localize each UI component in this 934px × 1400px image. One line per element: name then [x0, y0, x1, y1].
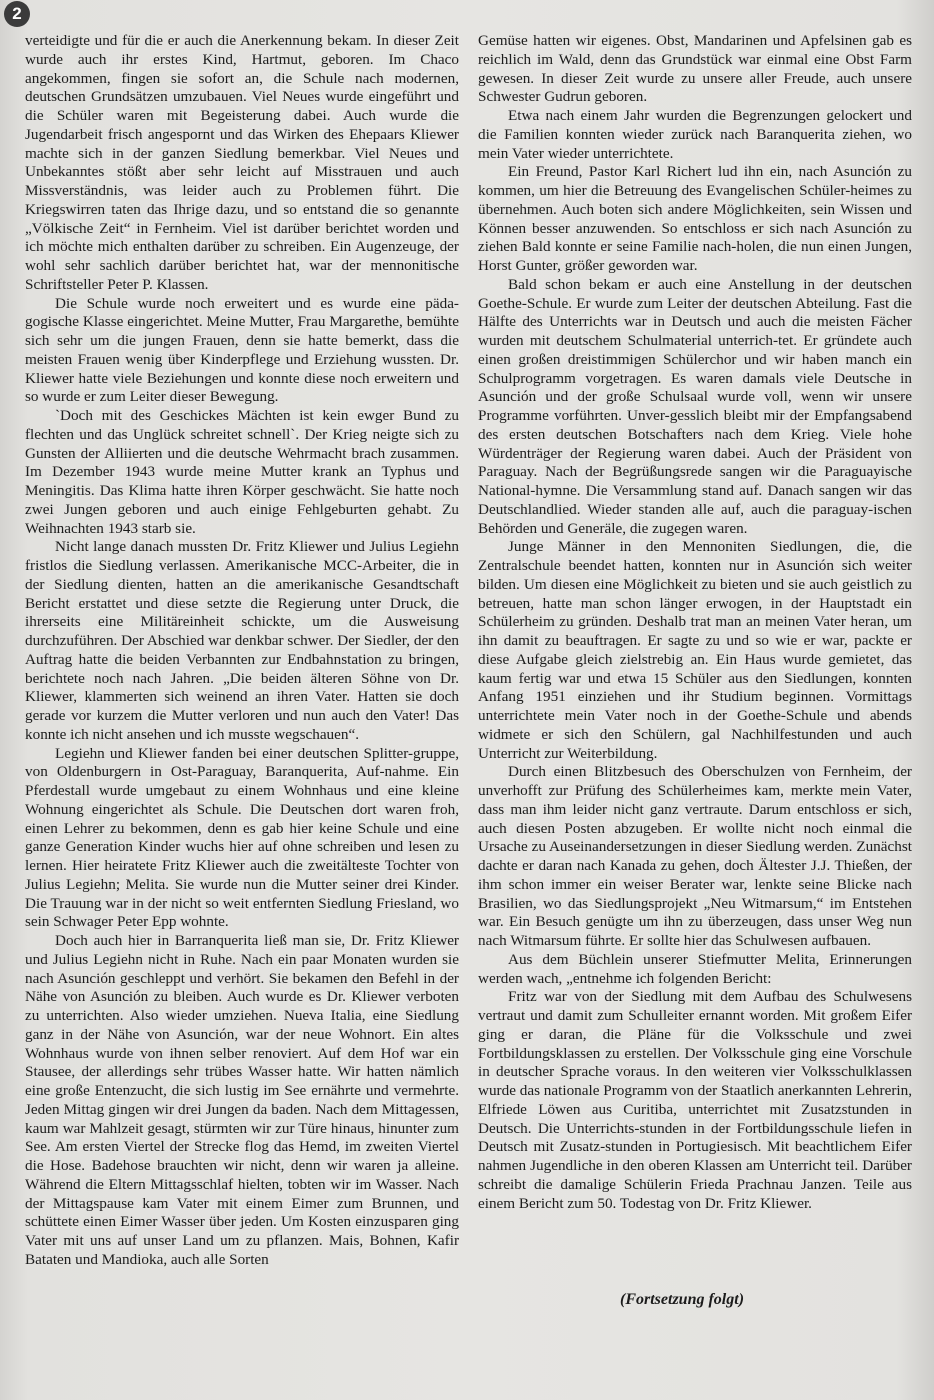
page-number-badge: 2 — [4, 1, 30, 27]
paragraph: verteidigte und für die er auch die Anerkennung bekam. In dieser Zeit wurde auch ihr erstes Kind, Hartmut, geboren. Im Chaco angekommen, fingen sie sofort an, die Schule nach modernen, deutschen Grundsätzen umzubauen. Viel Neues wurde eingeführt und die Schüler waren mit Begeisterung dabei. Auch wurde die Jugendarbeit frisch angespornt und das Wirken des Ehepaars Kliewer machte sich in der ganzen Siedlung bemerkbar. Viel Neues und Unbekanntes stößt aber sehr leicht auf Misstrauen und auch Missverständnis, was leider auch zu Problemen führt. Die Kriegswirren taten das Ihrige dazu, und so entstand die so genannte „Völkische Zeit“ in Fernheim. Viel ist darüber berichtet worden und ich möchte mich enthalten darüber zu schreiben. Ein Augenzeuge, der wohl sehr sachlich darüber berichtet hat, war der mennonitische Schriftsteller Peter P. Klassen. — [25, 32, 459, 293]
left-text-column — [25, 32, 459, 1270]
paragraph: Durch einen Blitzbesuch des Oberschulzen von Fernheim, der unverhofft zur Prüfung des Schülerheimes kam, merkte mein Vater, dass man ihm leider nicht ganz vertraute. Darum entschloss er sich, auch diesen Posten abzugeben. Er wollte nicht noch einmal die Ursache zu Auseinandersetzungen in dieser Siedlung werden. Zunächst dachte er daran nach Kanada zu gehen, doch Ältester J.J. Thießen, der ihm schon immer ein weiser Berater war, lenkte seine Blicke nach Brasilien, wo das Siedlungsprojekt „Neu Witmarsum,“ im Entstehen war. Ein Besuch genügte um ihn zu überzeugen, dass unser Weg nun nach Witmarsum führte. Er sollte hier das Schulwesen aufbauen. — [478, 763, 912, 949]
paragraph: Legiehn und Kliewer fanden bei einer deutschen Splitter-gruppe, von Oldenburgern in Ost-Paraguay, Baranquerita, Auf-nahme. Ein Pferdestall wurde umgebaut zu einem Wohnhaus und eine kleine Wohnung eingerichtet als Schule. Die Deutschen dort waren froh, einen Lehrer zu bekommen, denn es gab hier keine Schule und eine ganze Generation Kinder wuchs hier auf ohne schreiben und lesen zu lernen. Hier heiratete Fritz Kliewer auch die zweitälteste Tochter von Julius Legiehn; Melita. Sie wurde nun die Mutter seiner drei Kinder. Die Trauung war in der nicht so weit entfernten Siedlung Friesland, wo sein Schwager Peter Epp wohnte. — [25, 744, 459, 931]
paragraph: Aus dem Büchlein unserer Stiefmutter Melita, Erinnerungen werden wach, „entnehme ich folgenden Bericht: — [478, 950, 912, 987]
paragraph: Etwa nach einem Jahr wurden die Begrenzungen gelockert und die Familien konnten wieder zurück nach Baranquerita ziehen, wo mein Vater wieder unterrichtete. — [478, 107, 912, 162]
paragraph: Gemüse hatten wir eigenes. Obst, Mandarinen und Apfelsinen gab es reichlich im Wald, denn das Grundstück war einmal eine Obst Farm gewesen. In dieser Zeit wurde zu unsere aller Freude, auch unsere Schwester Gudrun geboren. — [478, 32, 912, 106]
paragraph: Fritz war von der Siedlung mit dem Aufbau des Schulwesens vertraut und damit zum Schulleiter ernannt worden. Mit großem Eifer ging er daran, die Pläne für die Volksschule und zwei Fortbildungsklassen zu erstellen. Der Volksschule ging eine Vorschule in deutscher Sprache voraus. In den weiteren vier Volksschulklassen wurde das nationale Programm von der Staatlich anerkannten Lehrerin, Elfriede Löwen aus Curitiba, unterrichtet mit Zusatzstunden in Deutsch. Die Unterrichts-stunden in der Fortbildungsschule liefen in Deutsch mit Zusatz-stunden in Portugiesisch. Mit beachtlichem Eifer nahmen Jugendliche in den oberen Klassen am Unterricht teil. Darüber schreibt die damalige Schülerin Frieda Prachnau Janzen. Teile aus einem Bericht zum 50. Todestag von Dr. Fritz Kliewer. — [478, 988, 912, 1212]
right-text-column — [478, 32, 912, 1213]
paragraph: `Doch mit des Geschickes Mächten ist kein ewger Bund zu flechten und das Unglück schreitet schnell`. Der Krieg neigte sich zu Gunsten der Alliierten und die deutsche Wehrmacht brach zusammen. Im Dezember 1943 wurde meine Mutter krank an Typhus und Meningitis. Das Klima hatte ihren Körper geschwächt. Sie hatte noch zwei Jungen geboren und auch einige Fehlgeburten gehabt. Zu Weihnachten 1943 starb sie. — [25, 407, 459, 537]
continuation-note: (Fortsetzung folgt) — [620, 1291, 745, 1308]
paragraph: Bald schon bekam er auch eine Anstellung in der deutschen Goethe-Schule. Er wurde zum Leiter der deutschen Abteilung. Fast die Hälfte des Unterrichts war in Deutsch und auch die meisten Fächer wurden mit deutschem Schulmaterial unterrich-tet. Er gründete auch einen großen dreistimmigen Schülerchor und wir haben manch ein Schulprogramm vorgetragen. Es waren damals viele Deutsche in Asunción und der große Schulsaal wurde voll, wenn wir unsere Programme vorführten. Unver-gesslich bleibt mir der Empfangsabend des ersten deutschen Botschafters nach dem Krieg. Viele hohe Würdenträger der Regierung waren dabei. Auch der Präsident von Paraguay. Nach der Begrüßungsrede sangen wir die Paraguayische National-hymne. Die Versammlung stand auf. Danach sangen wir das Deutschlandlied. Wieder standen alle auf, auch die paraguay-ischen Behörden und Generäle, die zugegen waren. — [478, 275, 912, 537]
paragraph: Doch auch hier in Barranquerita ließ man sie, Dr. Fritz Kliewer und Julius Legiehn nicht in Ruhe. Nach ein paar Monaten wurden sie nach Asunción geschleppt und verhört. Sie bekamen den Befehl in der Nähe von Asunción zu bleiben. Auch wurde es Dr. Kliewer verboten zu unterrichten. Also wieder umziehen. Nueva Italia, eine Siedlung ganz in der Nähe von Asunción, war der neue Wohnort. Ein altes Wohnhaus wurde von ihnen selber renoviert. Auf dem Hof war ein Stausee, der allerdings sehr trübes Wasser hatte. Wir hatten nämlich eine große Entenzucht, die sich lustig im See ernährte und vermehrte. Jeden Mittag gingen wir drei Jungen da baden. Nach dem Mittagessen, kaum war Mahlzeit gesagt, stürmten wir zur Türe hinaus, hinunter zum See. Am ersten Viertel der Strecke flog das Hemd, im zweiten Viertel die Hose. Badehose brauchten wir nicht, denn wir waren ja alleine. Während die Eltern Mittagsschlaf hielten, tobten wir im Wasser. Nach der Mittagspause kam Vater mit einem Eimer zum Brunnen, und schüttete einen Eimer Wasser über jeden. Um Kosten einzusparen ging Vater mit uns auf unser Land um zu pflanzen. Mais, Bohnen, Kafir Bataten und Mandioka, auch alle Sorten — [25, 932, 459, 1268]
paragraph: Ein Freund, Pastor Karl Richert lud ihn ein, nach Asunción zu kommen, um hier die Betreuung des Evangelischen Schüler-heimes zu übernehmen. Auch boten sich andere Möglichkeiten, sein Wissen und Können besser anzuwenden. So entschloss er sich nach Asunción zu ziehen Bald konnte er seine Familie nach-holen, die nun einen Jungen, Horst Gunter, größer geworden war. — [478, 163, 912, 274]
paragraph: Die Schule wurde noch erweitert und es wurde eine päda-gogische Klasse eingerichtet. Meine Mutter, Frau Margarethe, bemühte sich sehr um die jungen Frauen, denn sie hatte bemerkt, dass die meisten Frauen wenig über Kinderpflege und Erziehung wussten. Dr. Kliewer hatte viele Beziehungen und konnte diese noch erweitern und so wurde er zum Leiter dieser Bewegung. — [25, 294, 459, 406]
paragraph: Junge Männer in den Mennoniten Siedlungen, die, die Zentralschule beendet hatten, konnten nur in Asunción sich weiter bilden. Um diesen eine Möglichkeit zu bieten und sie auch geistlich zu betreuen, hatte man schon länger erwogen, in der Hauptstadt ein Schülerheim zu gründen. Deshalb trat man an meinen Vater heran, um ihn damit zu beauftragen. Er sagte zu und so wie er war, packte er diese Aufgabe gleich zielstrebig an. Ein Haus wurde gemietet, das kaum fertig war und etwa 15 Schüler aus den Siedlungen, konnten Anfang 1951 einziehen und ihr Studium beginnen. Vormittags unterrichtete mein Vater noch in der Goethe-Schule und abends widmete er sich den Schülern, gal Nachhilfestunden und auch Unterricht zur Weiterbildung. — [478, 538, 912, 762]
paragraph: Nicht lange danach mussten Dr. Fritz Kliewer und Julius Legiehn fristlos die Siedlung verlassen. Amerikanische MCC-Arbeiter, die in der Siedlung dienten, hatten an die amerikanische Gesandtschaft Bericht erstattet und diese setzte die Regierung unter Druck, die ihrerseits eine Militäreinheit schickte, um die Ausweisung durchzuführen. Der Abschied war denkbar schwer. Der Siedler, der den Auftrag hatte die beiden Verbannten zur Endbahnstation zu bringen, berichtete noch nach Jahren. „Die beiden älteren Söhne von Dr. Kliewer, klammerten sich weinend an ihren Vater. Hatten sie doch gerade vor kurzem die Mutter verloren und nun auch den Vater! Das konnte ich nicht ansehen und ich musste wegschauen“. — [25, 538, 459, 743]
